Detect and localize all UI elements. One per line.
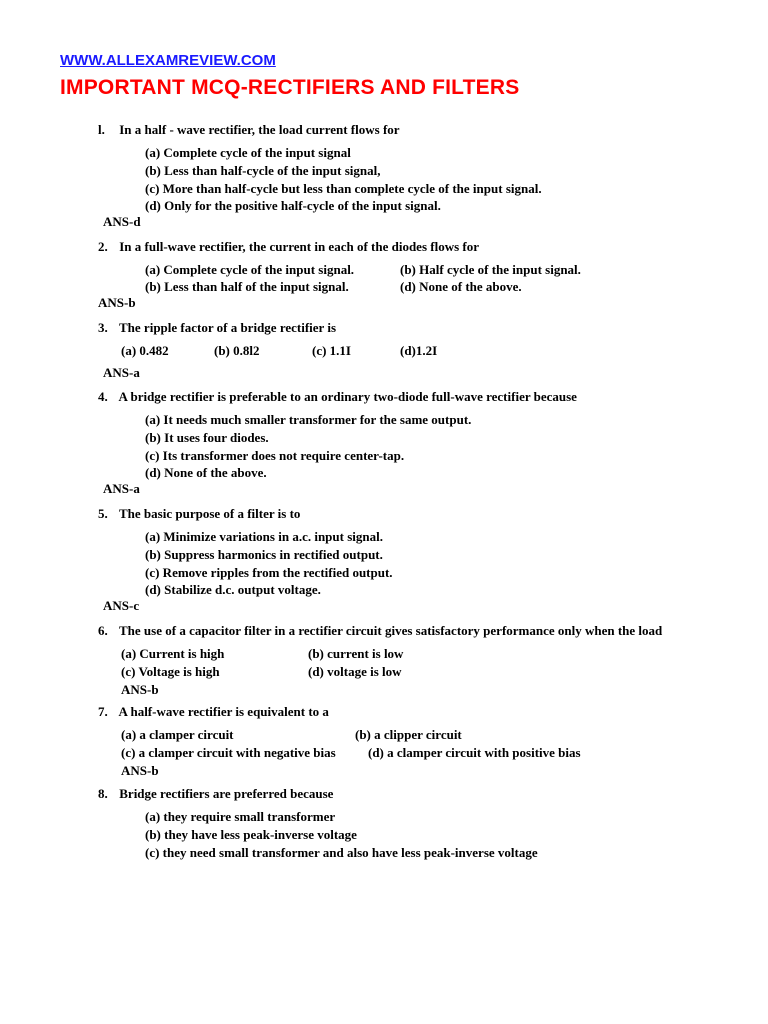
question-number: 3. xyxy=(98,320,108,335)
option: (a) It needs much smaller transformer for the same output. xyxy=(145,412,472,427)
answer: ANS-a xyxy=(103,365,140,380)
question-text: In a half - wave rectifier, the load current flows for xyxy=(119,122,400,137)
question-text: The use of a capacitor filter in a rectifier circuit gives satisfactory performance only when the load xyxy=(119,623,663,638)
option: (a) they require small transformer xyxy=(145,809,336,824)
option: (b) Suppress harmonics in rectified output. xyxy=(145,547,383,562)
option: (a) 0.482 xyxy=(121,343,169,358)
option: (c) More than half-cycle but less than complete cycle of the input signal. xyxy=(145,181,542,196)
option: (c) a clamper circuit with negative bias xyxy=(121,745,336,760)
option: (b) Less than half-cycle of the input signal, xyxy=(145,163,381,178)
question-number: 8. xyxy=(98,786,108,801)
question-number: l. xyxy=(98,122,105,137)
question-text: In a full-wave rectifier, the current in each of the diodes flows for xyxy=(119,239,479,254)
option: (b) 0.8l2 xyxy=(214,343,260,358)
option: (c) they need small transformer and also have less peak-inverse voltage xyxy=(145,845,538,860)
answer: ANS-c xyxy=(103,598,140,613)
question-8 xyxy=(98,786,333,802)
site-link[interactable]: WWW.ALLEXAMREVIEW.COM xyxy=(60,52,276,69)
question-4 xyxy=(98,389,577,405)
question-2 xyxy=(98,239,479,255)
answer: ANS-b xyxy=(121,682,159,697)
option: (d) None of the above. xyxy=(400,279,522,294)
option: (a) a clamper circuit xyxy=(121,727,234,742)
option: (c) Its transformer does not require center-tap. xyxy=(145,448,405,463)
question-5 xyxy=(98,506,300,522)
answer: ANS-b xyxy=(98,295,136,310)
option: (b) It uses four diodes. xyxy=(145,430,269,445)
answer: ANS-b xyxy=(121,763,159,778)
page-title: IMPORTANT MCQ-RECTIFIERS AND FILTERS xyxy=(60,76,520,99)
question-text: A half-wave rectifier is equivalent to a xyxy=(118,704,329,719)
question-number: 2. xyxy=(98,239,108,254)
option: (d) Only for the positive half-cycle of the input signal. xyxy=(145,198,441,213)
option: (a) Complete cycle of the input signal xyxy=(145,145,351,160)
question-6 xyxy=(98,623,662,639)
option: (c) 1.1I xyxy=(312,343,351,358)
question-number: 4. xyxy=(98,389,108,404)
question-text: The ripple factor of a bridge rectifier is xyxy=(119,320,336,335)
question-3 xyxy=(98,320,336,336)
option: (a) Complete cycle of the input signal. xyxy=(145,262,355,277)
option: (a) Minimize variations in a.c. input signal. xyxy=(145,529,383,544)
question-number: 6. xyxy=(98,623,108,638)
option: (b) Less than half of the input signal. xyxy=(145,279,349,294)
question-number: 5. xyxy=(98,506,108,521)
question-1 xyxy=(98,122,400,138)
option: (b) a clipper circuit xyxy=(355,727,462,742)
question-7 xyxy=(98,704,329,720)
answer: ANS-a xyxy=(103,481,140,496)
question-text: A bridge rectifier is preferable to an ordinary two-diode full-wave rectifier because xyxy=(118,389,577,404)
option: (b) they have less peak-inverse voltage xyxy=(145,827,357,842)
answer: ANS-d xyxy=(103,214,141,229)
option: (d) voltage is low xyxy=(308,664,402,679)
option: (d) Stabilize d.c. output voltage. xyxy=(145,582,321,597)
question-text: Bridge rectifiers are preferred because xyxy=(119,786,334,801)
question-text: The basic purpose of a filter is to xyxy=(119,506,301,521)
option: (a) Current is high xyxy=(121,646,225,661)
option: (d) a clamper circuit with positive bias xyxy=(368,745,581,760)
option: (d)1.2I xyxy=(400,343,438,358)
option: (d) None of the above. xyxy=(145,465,267,480)
option: (c) Remove ripples from the rectified output. xyxy=(145,565,393,580)
option: (c) Voltage is high xyxy=(121,664,220,679)
option: (b) current is low xyxy=(308,646,404,661)
question-number: 7. xyxy=(98,704,108,719)
option: (b) Half cycle of the input signal. xyxy=(400,262,581,277)
